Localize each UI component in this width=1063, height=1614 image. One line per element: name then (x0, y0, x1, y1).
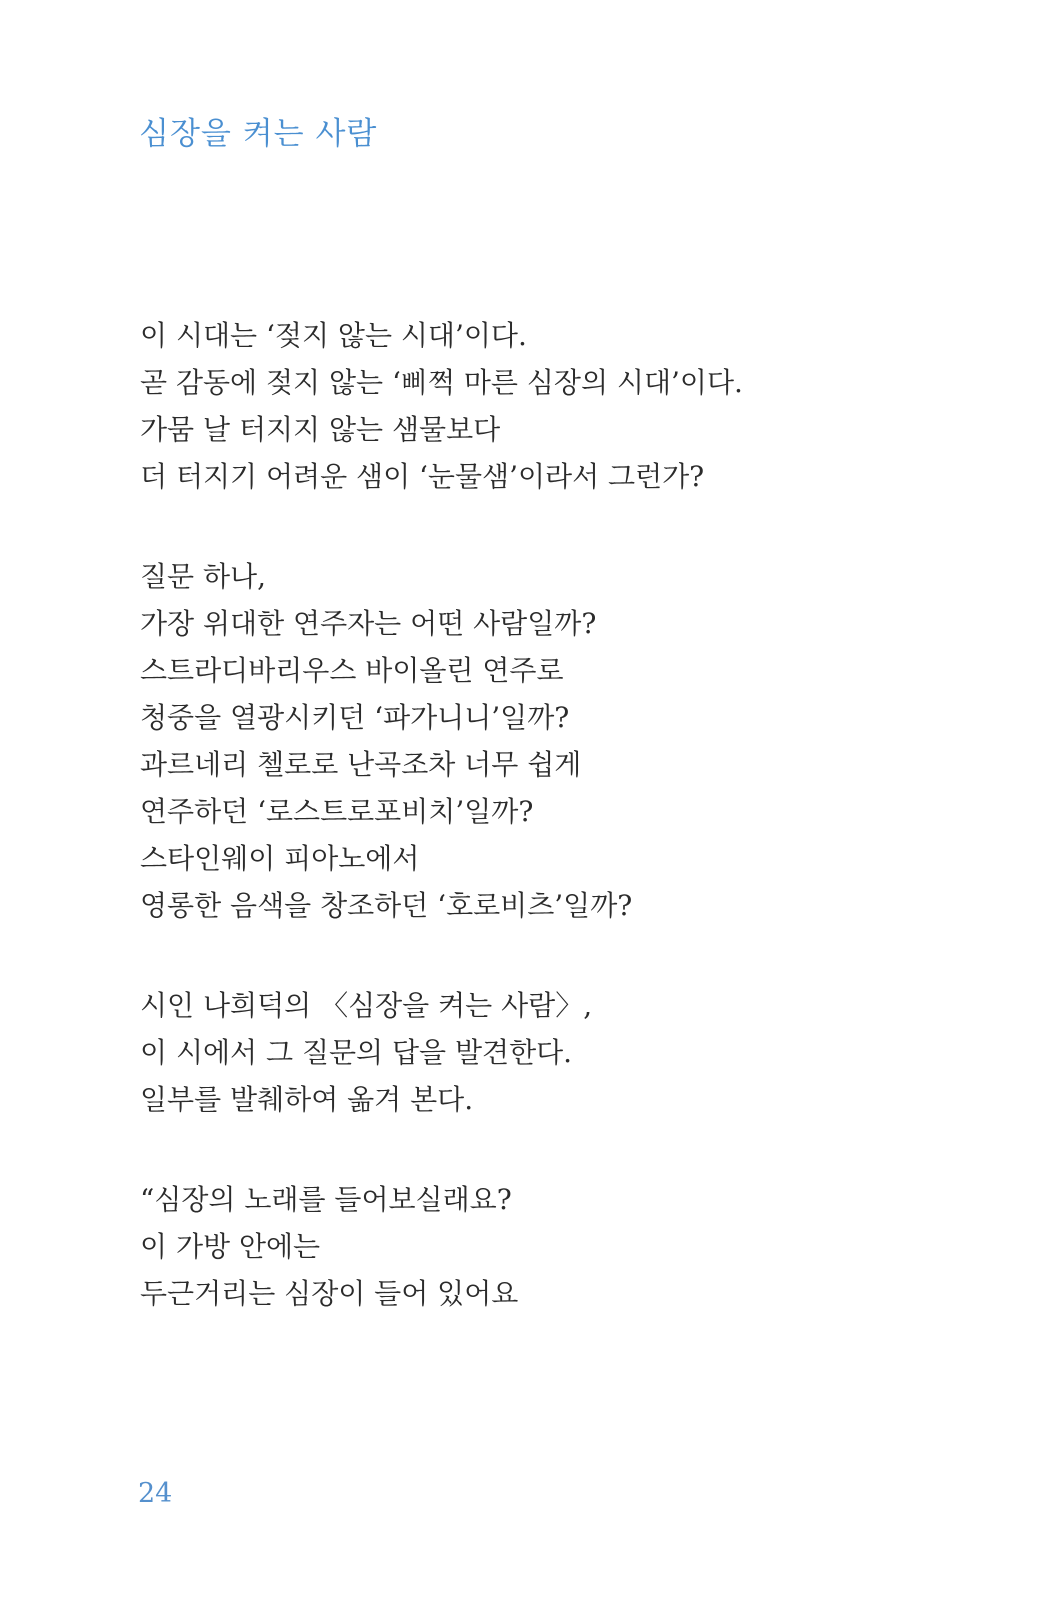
poem-line: 더 터지기 어려운 샘이 ‘눈물샘’이라서 그런가? (140, 460, 705, 493)
poem-line: 가뭄 날 터지지 않는 샘물보다 (140, 413, 501, 446)
poem-line: 곧 감동에 젖지 않는 ‘삐쩍 마른 심장의 시대’이다. (140, 366, 743, 399)
poem-body (140, 312, 960, 1317)
stanza-2 (140, 553, 960, 929)
poem-line: 청중을 열광시키던 ‘파가니니’일까? (140, 701, 570, 734)
page-title: 심장을 켜는 사람 (139, 116, 378, 152)
poem-line: 영롱한 음색을 창조하던 ‘호로비츠’일까? (140, 889, 633, 922)
poem-line: 가장 위대한 연주자는 어떤 사람일까? (140, 607, 597, 640)
poem-line: 두근거리는 심장이 들어 있어요 (140, 1277, 519, 1310)
poem-line: 이 시에서 그 질문의 답을 발견한다. (140, 1036, 573, 1069)
poem-line: 질문 하나, (140, 560, 266, 593)
poem-line: 시인 나희덕의 〈심장을 켜는 사람〉, (140, 989, 593, 1022)
poem-line: 이 가방 안에는 (140, 1230, 321, 1263)
stanza-4 (140, 1176, 960, 1317)
stanza-1 (140, 312, 960, 500)
poem-line: 일부를 발췌하여 옮겨 본다. (140, 1083, 474, 1116)
poem-line: 스타인웨이 피아노에서 (140, 842, 420, 875)
poem-line: 연주하던 ‘로스트로포비치’일까? (140, 795, 534, 828)
stanza-3 (140, 982, 960, 1123)
page-number: 24 (138, 1478, 173, 1509)
poem-line: 과르네리 첼로로 난곡조차 너무 쉽게 (140, 748, 582, 781)
poem-line: 스트라디바리우스 바이올린 연주로 (140, 654, 564, 687)
poem-line: “심장의 노래를 들어보실래요? (140, 1183, 512, 1216)
poem-line: 이 시대는 ‘젖지 않는 시대’이다. (140, 319, 527, 352)
